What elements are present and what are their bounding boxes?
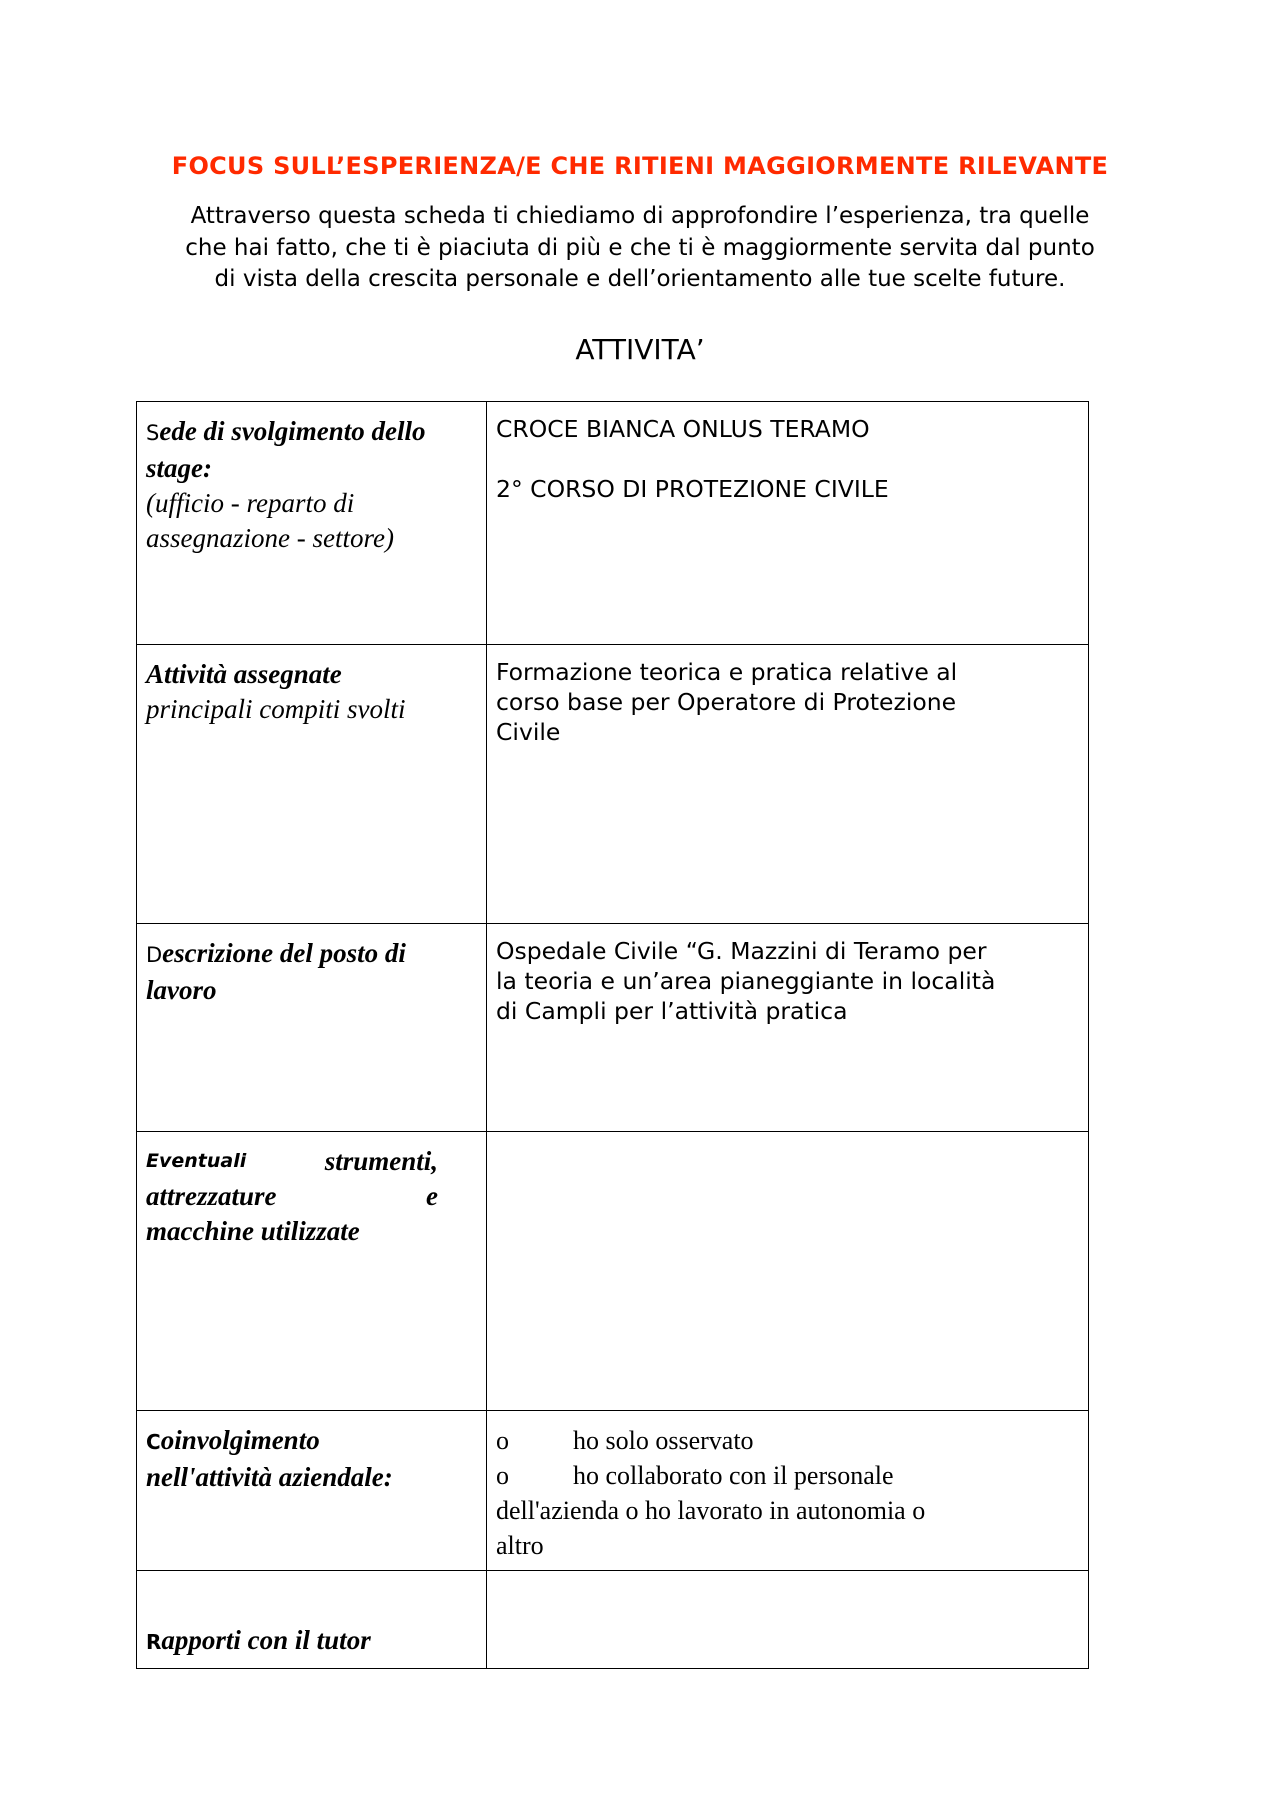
sede-line: 2° CORSO DI PROTEZIONE CIVILE bbox=[496, 475, 889, 503]
checkbox-icon[interactable]: o bbox=[496, 1461, 509, 1490]
label-sede: Sede di svolgimento dello stage: (ufficio - reparto di assegnazione - settore) bbox=[137, 402, 487, 645]
table-row-strumenti bbox=[137, 1132, 1089, 1411]
checkbox-icon[interactable]: o bbox=[496, 1426, 509, 1455]
intro-line: Attraverso questa scheda ti chiediamo di approfondire l’esperienza, tra quelle bbox=[190, 203, 1090, 229]
value-sede[interactable] bbox=[487, 402, 1089, 645]
value-strumenti[interactable] bbox=[487, 1132, 1089, 1411]
value-descrizione[interactable]: Ospedale Civile “G. Mazzini di Teramo per la teoria e un’area pianeggiante in località di Campli per l’attività pratica bbox=[487, 924, 1089, 1132]
value-tutor[interactable] bbox=[487, 1571, 1089, 1669]
section-title: ATTIVITA’ bbox=[575, 333, 705, 366]
page-heading: FOCUS SULL’ESPERIENZA/E CHE RITIENI MAGGIORMENTE RILEVANTE bbox=[171, 152, 1109, 180]
value-coinvolgimento: o ho solo osservato o ho collaborato con il personale dell'azienda o ho lavorato in autonomia o altro bbox=[487, 1411, 1089, 1571]
value-attivita[interactable]: Formazione teorica e pratica relative al corso base per Operatore di Protezione Civile bbox=[487, 645, 1089, 924]
sede-line: CROCE BIANCA ONLUS TERAMO bbox=[496, 415, 870, 443]
label-strumenti: Eventuali strumenti, attrezzature e macchine utilizzate bbox=[137, 1132, 487, 1411]
table-row-sede bbox=[137, 402, 1089, 645]
table-row-coinvolgimento bbox=[137, 1411, 1089, 1571]
intro-paragraph bbox=[120, 201, 1160, 296]
label-descrizione: Descrizione del posto di lavoro bbox=[137, 924, 487, 1132]
table-row-tutor bbox=[137, 1571, 1089, 1669]
intro-line: di vista della crescita personale e dell’orientamento alle tue scelte future. bbox=[214, 266, 1066, 292]
activity-form-table bbox=[136, 401, 1089, 1669]
label-tutor: Rapporti con il tutor bbox=[137, 1571, 487, 1669]
table-row-attivita bbox=[137, 645, 1089, 924]
label-coinvolgimento: Coinvolgimento nell'attività aziendale: bbox=[137, 1411, 487, 1571]
option-osservato[interactable]: o ho solo osservato bbox=[496, 1423, 1068, 1458]
table-row-descrizione bbox=[137, 924, 1089, 1132]
option-collaborato[interactable]: o ho collaborato con il personale bbox=[496, 1458, 1068, 1493]
intro-line: che hai fatto, che ti è piaciuta di più e che ti è maggiormente servita dal punto bbox=[185, 234, 1095, 261]
label-attivita: Attività assegnate principali compiti svolti bbox=[137, 645, 487, 924]
